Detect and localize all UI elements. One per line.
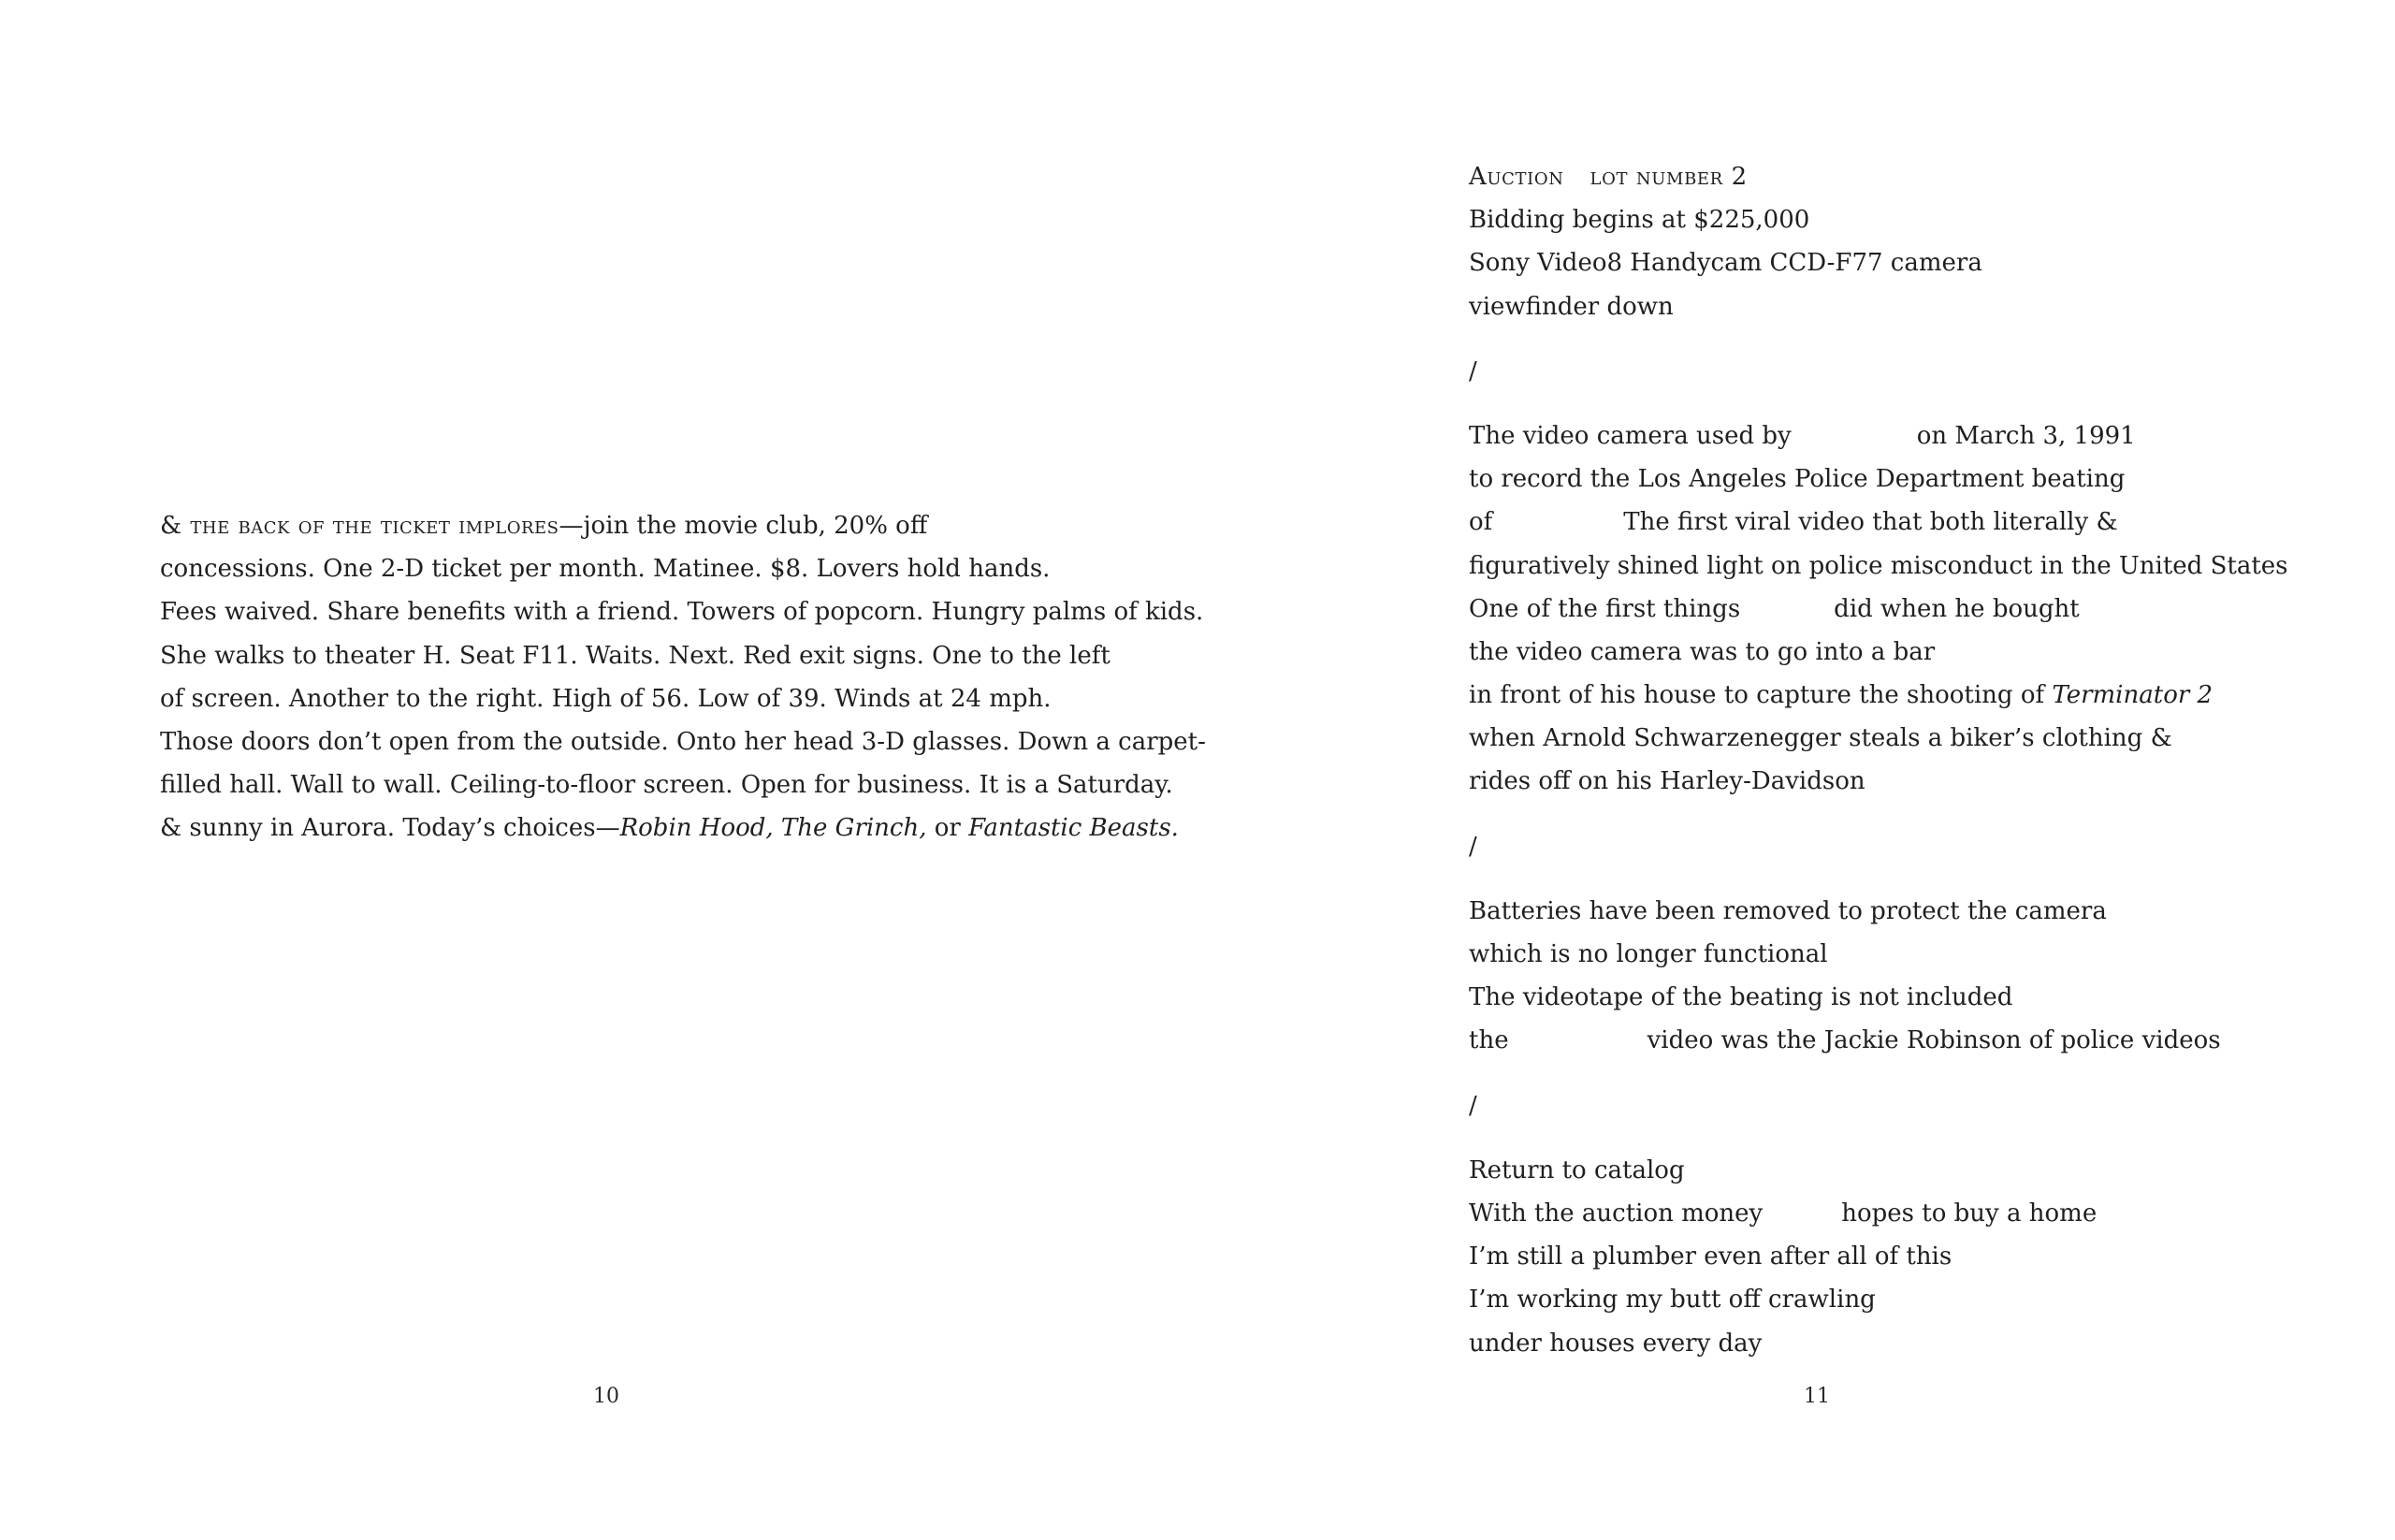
prose-line: Fees waived. Share benefits with a friend. Towers of popcorn. Hungry palms of kids. (160, 598, 1204, 627)
film-title: Fantastic Beasts. (968, 814, 1179, 843)
right-page (1198, 0, 2395, 1540)
stanza-separator: / (1469, 832, 1477, 861)
poem-line: rides off on his Harley-Davidson (1469, 767, 1865, 796)
prose-text: —join the movie club, 20% off (559, 512, 928, 540)
poem-text: of (1469, 508, 1493, 537)
poem-block (1469, 155, 2367, 1365)
prose-text: or (926, 814, 969, 843)
prose-line: filled hall. Wall to wall. Ceiling-to-floor screen. Open for business. It is a Saturday. (160, 771, 1173, 800)
poem-line (1469, 501, 2367, 544)
film-title: Terminator 2 (2052, 681, 2214, 710)
poem-line: Sony Video8 Handycam CCD-F77 camera (1469, 249, 1982, 278)
poem-text: hopes to buy a home (1841, 1199, 2097, 1228)
poem-line: which is no longer functional (1469, 940, 1828, 968)
poem-text: The first viral video that both literally & (1623, 508, 2118, 537)
film-title: Robin Hood, The Grinch, (619, 814, 927, 843)
heading-lot-number: lot number 2 (1589, 163, 1748, 191)
poem-line: the video camera was to go into a bar (1469, 637, 1936, 666)
page-number: 10 (593, 1385, 619, 1408)
poem-line: Batteries have been removed to protect the camera (1469, 896, 2107, 925)
prose-line: Those doors don’t open from the outside. Onto her head 3-D glasses. Down a carpet- (160, 727, 1206, 756)
prose-line: She walks to theater H. Seat F11. Waits. Next. Red exit signs. One to the left (160, 641, 1110, 670)
poem-line (1469, 588, 2367, 631)
poem-line: I’m working my butt off crawling (1469, 1286, 1876, 1315)
poem-text: did when he bought (1834, 594, 2080, 623)
stanza-gap (1469, 393, 2367, 414)
poem-text: The video camera used by (1469, 421, 1792, 450)
prose-line: of screen. Another to the right. High of 56. Low of 39. Winds at 24 mph. (160, 684, 1052, 713)
heading-auction: Auction (1469, 163, 1564, 191)
prose-line: concessions. One 2-D ticket per month. Matinee. $8. Lovers hold hands. (160, 555, 1051, 584)
poem-line (1469, 674, 2367, 717)
stanza-gap (1469, 804, 2367, 825)
poem-line: Return to catalog (1469, 1155, 1685, 1184)
stanza-gap (1469, 1127, 2367, 1149)
prose-line (160, 806, 1179, 850)
stanza-separator: / (1469, 1091, 1477, 1120)
poem-line: to record the Los Angeles Police Department beating (1469, 465, 2126, 494)
poem-line (1469, 414, 2367, 458)
stanza-separator: / (1469, 356, 1477, 385)
poem-text: in front of his house to capture the shooting of (1469, 681, 2053, 710)
poem-text: video was the Jackie Robinson of police videos (1647, 1026, 2221, 1055)
poem-text: the (1469, 1026, 1509, 1055)
poem-line: under houses every day (1469, 1329, 1763, 1358)
poem-line (1469, 1019, 2367, 1062)
poem-heading (1469, 155, 2367, 198)
poem-line: viewfinder down (1469, 292, 1674, 321)
prose-line (160, 504, 1096, 547)
stanza-gap (1469, 868, 2367, 890)
prose-block (160, 504, 1206, 850)
poem-line (1469, 1192, 2367, 1235)
poem-line: The videotape of the beating is not included (1469, 983, 2013, 1012)
poem-line: figuratively shined light on police misconduct in the United States (1469, 551, 2288, 580)
prose-lead-in: & the back of the ticket implores (160, 512, 559, 540)
poem-line: Bidding begins at $225,000 (1469, 206, 1810, 235)
poem-line: when Arnold Schwarzenegger steals a biker’s clothing & (1469, 724, 2172, 753)
stanza-gap (1469, 328, 2367, 350)
prose-text: & sunny in Aurora. Today’s choices— (160, 814, 620, 843)
poem-line: I’m still a plumber even after all of this (1469, 1242, 1952, 1271)
stanza-gap (1469, 1063, 2367, 1084)
poem-text: With the auction money (1469, 1199, 1764, 1228)
poem-text: on March 3, 1991 (1916, 421, 2136, 450)
page-number: 11 (1804, 1385, 1830, 1408)
poem-text: One of the first things (1469, 594, 1741, 623)
